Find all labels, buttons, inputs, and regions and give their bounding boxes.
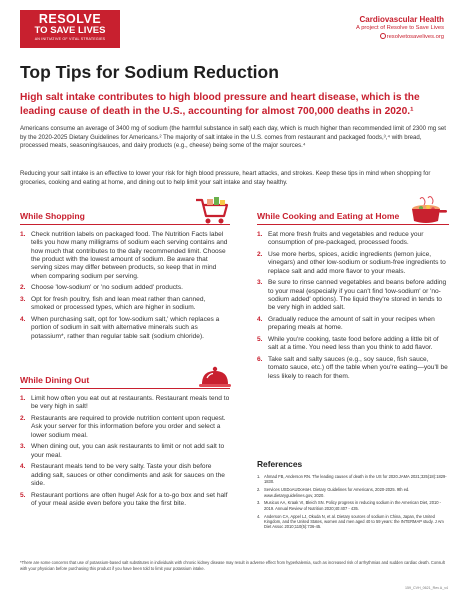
resolve-logo <box>20 10 120 48</box>
intro-paragraph-2: Reducing your salt intake is an effective to lower your risk for high blood pressure, heart attacks, and strokes. Keep these tips in mind when shopping for groceries, cooking and eating at home, and dining out to help limit your salt intake and stay healthy. <box>20 170 431 186</box>
list-item: 2. Restaurants are required to provide nutrition content upon request. Ask your server for this information before you order and select a lower sodium meal. <box>20 415 226 439</box>
footnote: *There are some concerns that use of potassium-based salt substitutes in individuals with chronic kidney disease may result in adverse effect from hyperkalemia, such as increased risk of arrhythmias and sudden cardiac death. Consult with your physician before purchasing this product if you have been told to limit your potassium intake. <box>20 560 445 571</box>
cooking-pot-icon <box>406 196 448 231</box>
list-item: 3. Musicus AA, Kraak VI, Bleich SN. Policy progress in reducing sodium in the American Diet, 2010 - 2019. Annual Review of Nutrition 2020;40:407 - 435. <box>257 500 442 511</box>
page-title: Top Tips for Sodium Reduction <box>20 62 279 82</box>
website-link[interactable] <box>356 33 444 42</box>
dining-list <box>20 395 230 508</box>
globe-icon <box>380 33 386 39</box>
list-item: 2. Services USDoAUDoHaH. Dietary Guidelines for Americans, 2020-2025. 9th ed. www.dietaryguidelines.gov, 2020. <box>257 487 410 498</box>
header-right <box>356 14 444 41</box>
logo-line-2: TO SAVE LIVES <box>34 25 106 36</box>
section-cooking <box>257 210 449 384</box>
shopping-list <box>20 231 230 341</box>
logo-line-1: RESOLVE <box>38 12 102 26</box>
list-item: 1. Limit how often you eat out at restaurants. Restaurant meals tend to be very high in salt! <box>20 395 230 411</box>
list-item: 4. Restaurant meals tend to be very salty. Taste your dish before adding salt, sauces or other condiments and ask for sauces on the side. <box>20 463 225 488</box>
section-title-shopping: While Shopping <box>20 211 85 221</box>
references-list <box>257 474 447 530</box>
list-item: 1. Ahmad FB, Anderson RN. The leading causes of death in the US for 2020.JAMA 2021;325(18):1829-1830. <box>257 474 447 485</box>
list-item: 3. Opt for fresh poultry, fish and lean meat rather than canned, smoked or processed types, which are higher in sodium. <box>20 296 206 312</box>
references <box>257 459 447 532</box>
list-item: 6. Take salt and salty sauces (e.g., soy sauce, fish sauce, tomato sauce, etc.) off the table when you're eating—you'll be less likely to reach for them. <box>257 356 448 380</box>
list-item: 1. Check nutrition labels on packaged food. The Nutrition Facts label tells you how many milligrams of sodium each serving contains and how much that contributes to the daily recommended limit. Choose the product with the lowest amount of sodium. Be aware that serving sizes may differ between products, so keep that in mind when comparing sodium per serving. <box>20 231 228 280</box>
section-title-dining: While Dining Out <box>20 375 90 385</box>
cooking-list <box>257 231 449 381</box>
project-label: A project of Resolve to Save Lives <box>356 25 444 31</box>
subheading: High salt intake contributes to high blood pressure and heart disease, which is the leading cause of death in the U.S., accounting for almost 700,000 deaths in 2020.¹ <box>20 92 420 117</box>
list-item: 2. Choose 'low-sodium' or 'no sodium added' products. <box>20 284 184 292</box>
intro-paragraph: Americans consume an average of 3400 mg of sodium (the harmful substance in salt) each day, which is much higher than recommended limit of 2300 mg set by the 2020-2025 Dietary Guidelines for Americans.² The majority of salt intake in the U.S. comes from restaurant and packaged foods,³,⁴ with bread, processed meats, seasoning/sauces, and dairy products (e.g., cheese) being some of the major sources.⁴ <box>20 125 446 150</box>
section-title-cooking: While Cooking and Eating at Home <box>257 211 400 221</box>
logo-line-3: AN INITIATIVE OF VITAL STRATEGIES <box>34 37 106 41</box>
list-item: 4. Anderson CA, Appel LJ, Okuda N, et al. Dietary sources of sodium in China, Japan, the United Kingdom, and the United States, women and men aged 40 to 59 years: the INTERMAP study. J Am Diet Assoc 2010;110(5):736-45. <box>257 513 444 530</box>
references-title: References <box>257 459 303 469</box>
website-text: resolvetosavelives.org <box>386 33 444 40</box>
list-item: 5. While you're cooking, taste food before adding a little bit of salt at a time. You need less than you think to add flavor. <box>257 336 439 352</box>
list-item: 5. Restaurant portions are often huge! Ask for a to-go box and set half of your meal aside even before you take the first bite. <box>20 491 228 508</box>
list-item: 1. Eat more fresh fruits and vegetables and reduce your consumption of pre-packaged, processed foods. <box>257 231 424 247</box>
category-label: Cardiovascular Health <box>359 15 444 24</box>
list-item: 3. When dining out, you can ask restaurants to limit or not add salt to your meal. <box>20 443 225 459</box>
cart-icon <box>194 196 230 231</box>
list-item: 3. Be sure to rinse canned vegetables and beans before adding to your meal (especially if you can't find 'low-sodium' or 'no-sodium added' options). The liquid they're stored in tends to be very high in added salt. <box>257 279 447 312</box>
cloche-icon <box>198 364 232 397</box>
list-item: 2. Use more herbs, spices, acidic ingredients (lemon juice, vinegars) and other low-sodium or sodium-free ingredients to replace salt and add more flavor to your meals. <box>257 251 446 275</box>
list-item: 4. When purchasing salt, opt for 'low-sodium salt,' which replaces a portion of sodium in salt with alternative minerals such as potassium*, rather than regular table salt (sodium chloride). <box>20 316 220 340</box>
list-item: 4. Gradually reduce the amount of salt in your recipes when preparing meals at home. <box>257 316 435 332</box>
document-code: 159_CVH_0621_Rev A_v4 <box>405 586 448 590</box>
